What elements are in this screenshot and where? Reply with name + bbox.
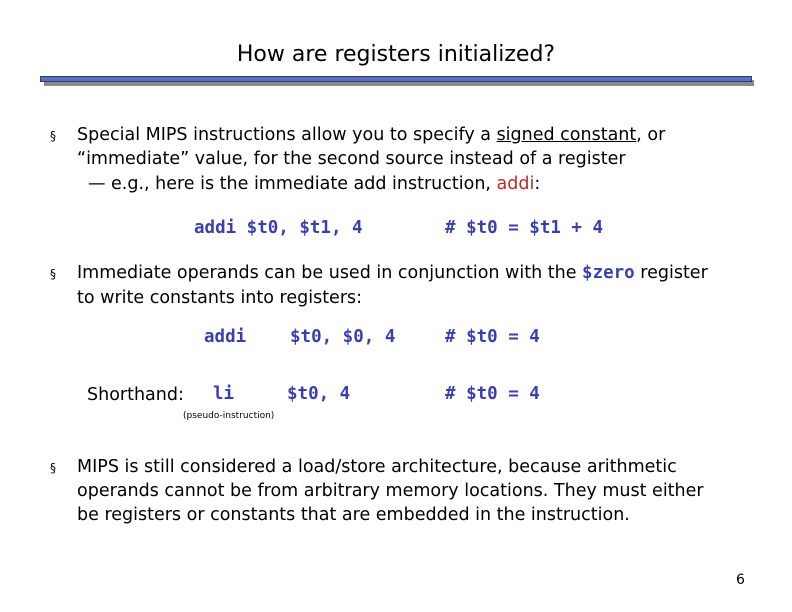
addi-keyword: addi [496,174,535,194]
example-3-comment: # $t0 = 4 [445,384,540,404]
example-2-op: addi [204,327,247,347]
bullet-2-line-2: to write constants into registers: [77,288,363,308]
subitem-text: e.g., here is the immediate add instruction, [111,174,497,194]
slide-title: How are registers initialized? [236,42,556,67]
bullet-marker: § [50,129,56,143]
bullet-3-line-2: operands cannot be from arbitrary memory locations. They must either [77,481,704,501]
bullet-2-text-pre: Immediate operands can be used in conjunction with the [77,263,583,283]
example-2-args: $t0, $0, 4 [290,327,396,347]
subitem-colon: : [534,174,541,194]
bullet-marker: § [50,461,56,475]
example-1-comment: # $t0 = $t1 + 4 [445,218,604,238]
example-2-comment: # $t0 = 4 [445,327,540,347]
title-rule [40,76,752,82]
example-1-code: addi $t0, $t1, 4 [194,218,363,238]
bullet-3-line-1: MIPS is still considered a load/store architecture, because arithmetic [77,457,677,477]
zero-register: $zero [582,263,635,283]
signed-constant-term: signed constant [496,125,637,145]
shorthand-label: Shorthand: [87,385,184,405]
bullet-1-subitem [111,172,540,196]
bullet-2-text-post: register [634,263,708,283]
bullet-marker: § [50,267,56,281]
bullet-1-text-post: , or [636,125,666,145]
bullet-1-sub-dash: — [88,174,106,194]
example-3-op: li [213,384,235,404]
bullet-1-text-pre: Special MIPS instructions allow you to specify a [77,125,497,145]
page-number: 6 [736,572,745,588]
bullet-1-line-2: “immediate” value, for the second source instead of a register [77,149,626,169]
pseudo-instruction-note: (pseudo-instruction) [183,411,275,421]
bullet-1-line-1 [77,123,665,147]
bullet-2-line-1 [77,261,708,285]
example-3-args: $t0, 4 [287,384,351,404]
bullet-3-line-3: be registers or constants that are embedded in the instruction. [77,505,630,525]
